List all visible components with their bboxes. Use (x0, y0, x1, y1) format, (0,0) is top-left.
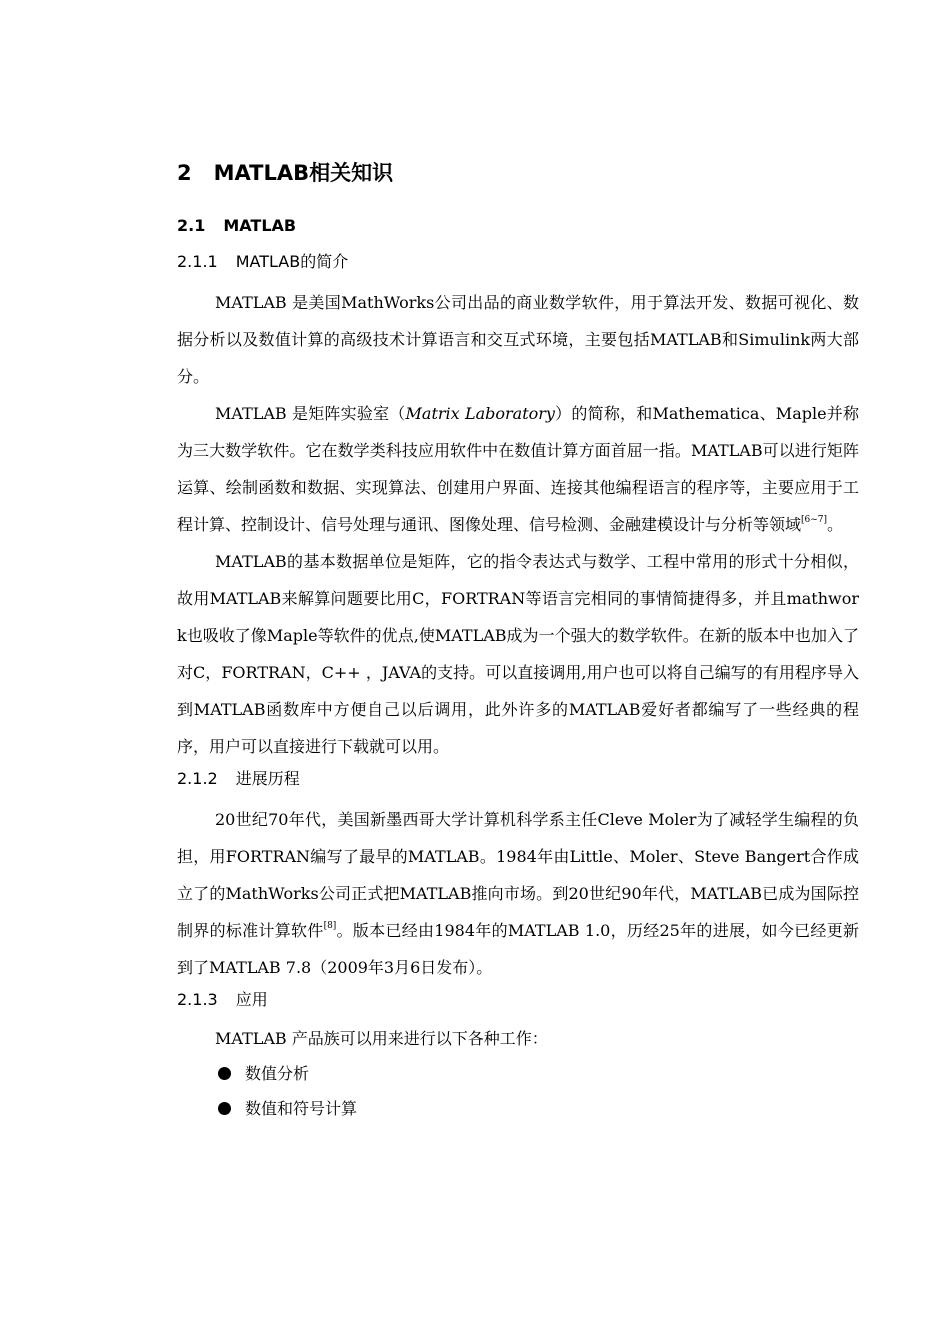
applications-list (177, 1056, 859, 1126)
page-content (177, 156, 859, 1126)
chapter-heading (177, 156, 859, 190)
paragraph-text: MATLAB 是矩阵实验室（ (215, 404, 406, 423)
subsection-heading-2-1-3 (177, 986, 859, 1014)
paragraph-history (177, 801, 859, 986)
paragraph-text: 。 (827, 515, 844, 534)
paragraph-intro-3: MATLAB的基本数据单位是矩阵，它的指令表达式与数学、工程中常用的形式十分相似，故用MATLAB来解算问题要比用C，FORTRAN等语言完相同的事情简捷得多，并且mathwork也吸收了像Maple等软件的优点,使MATLAB成为一个强大的数学软件。在新的版本中也加入了对C，FORTRAN，C++ ，JAVA的支持。可以直接调用,用户也可以将自己编写的有用程序导入到MATLAB函数库中方便自己以后调用，此外许多的MATLAB爱好者都编写了一些经典的程序，用户可以直接进行下载就可以用。 (177, 552, 859, 756)
paragraph-text: ）的简称，和Mathematica、Maple并称为三大数学软件。它在数学类科技应用软件中在数值计算方面首屈一指。MATLAB可以进行矩阵运算、绘制函数和数据、实现算法、创建用户界面、连接其他编程语言的程序等，主要应用于工程计算、控制设计、信号处理与通讯、图像处理、信号检测、金融建模设计与分析等领域 (177, 404, 860, 534)
subsection-heading-2-1-2 (177, 765, 859, 793)
paragraph-text: 。版本已经由1984年的MATLAB 1.0，历经25年的进展，如今已经更新到了MATLAB 7.8（2009年3月6日发布）。 (177, 921, 859, 977)
section-number: 2.1 (177, 216, 206, 235)
section-heading-2-1 (177, 212, 859, 240)
paragraph-intro-2 (177, 395, 859, 543)
citation-ref: [6~7] (801, 515, 828, 525)
chapter-title: MATLAB相关知识 (213, 161, 394, 185)
list-item-label: 数值分析 (245, 1064, 310, 1083)
subsection-title: 进展历程 (235, 769, 300, 788)
chapter-number: 2 (177, 161, 192, 185)
subsection-number: 2.1.2 (177, 769, 218, 788)
subsection-title: 应用 (235, 990, 268, 1009)
italic-term: Matrix Laboratory (405, 404, 555, 423)
list-item-label: 数值和符号计算 (245, 1099, 358, 1118)
citation-ref: [8] (323, 921, 337, 931)
bullet-icon (218, 1067, 231, 1080)
bullet-icon (218, 1102, 231, 1115)
paragraph-intro-1: MATLAB 是美国MathWorks公司出品的商业数学软件，用于算法开发、数据可视化、数据分析以及数值计算的高级技术计算语言和交互式环境，主要包括MATLAB和Simulink两大部分。 (177, 293, 859, 386)
subsection-heading-2-1-1 (177, 248, 859, 276)
subsection-number: 2.1.1 (177, 252, 218, 271)
subsection-number: 2.1.3 (177, 990, 218, 1009)
list-item (177, 1056, 859, 1091)
list-item (177, 1091, 859, 1126)
paragraph-text: 20世纪70年代，美国新墨西哥大学计算机科学系主任Cleve Moler为了减轻学生编程的负担，用FORTRAN编写了最早的MATLAB。1984年由Little、Moler、Steve Bangert合作成立了的MathWorks公司正式把MATLAB推向市场。到20世纪90年代，MATLAB已成为国际控制界的标准计算软件 (177, 810, 859, 940)
section-title: MATLAB (223, 216, 297, 235)
paragraph-applications-intro: MATLAB 产品族可以用来进行以下各种工作： (215, 1029, 548, 1048)
subsection-title: MATLAB的简介 (235, 252, 349, 271)
